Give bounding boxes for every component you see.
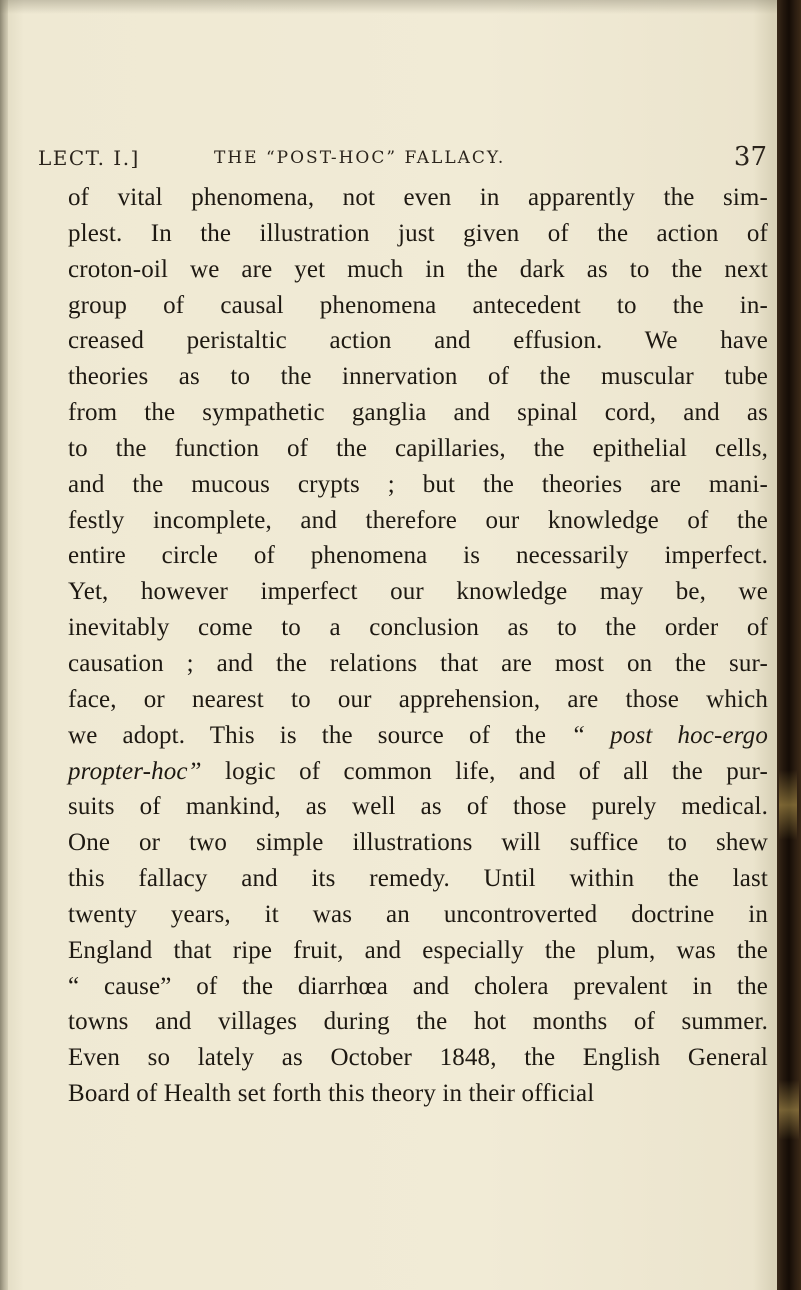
text-line: England that ripe fruit, and especially the plum, was the [68,936,768,964]
text-line: and the mucous crypts ; but the theories are mani- [68,470,768,498]
running-title: THE “POST-HOC” FALLACY. [214,148,506,168]
text-line: festly incomplete, and therefore our knowledge of the [68,506,768,534]
spine-gilt-band [779,1080,799,1140]
text-line: creased peristaltic action and effusion. We have [68,327,768,355]
text-line: Board of Health set forth this theory in their official [68,1080,595,1108]
text-line: plest. In the illustration just given of the action of [68,219,768,247]
text-line [68,754,768,790]
page-left-edge [0,0,8,1290]
text-line: Yet, however imperfect our knowledge may be, we [68,578,768,606]
text-line: inevitably come to a conclusion as to the order of [68,614,768,642]
page-top-shadow [0,0,801,14]
text-line: from the sympathetic ganglia and spinal cord, and as [68,399,768,427]
text-line: to the function of the capillaries, the epithelial cells, [68,434,768,462]
text-line: this fallacy and its remedy. Until within the last [68,865,768,893]
text-fragment: we adopt. This is the source of the [68,721,547,749]
text-line: Even so lately as October 1848, the English General [68,1044,768,1072]
text-line: towns and villages during the hot months of summer. [68,1008,768,1036]
text-line: twenty years, it was an uncontroverted doctrine in [68,900,768,928]
lecture-marker: LECT. I.] [38,146,140,170]
text-line [68,718,768,754]
text-line: One or two simple illustrations will suffice to shew [68,829,768,857]
text-line: face, or nearest to our apprehension, are those which [68,685,768,713]
spine-gilt-band [779,770,797,840]
text-line: entire circle of phenomena is necessarily imperfect. [68,542,768,570]
text-line: croton-oil we are yet much in the dark as to the next [68,255,768,283]
italic-phrase: “ post hoc-ergo [571,721,768,749]
italic-phrase: propter-hoc” [68,757,202,785]
text-line: suits of mankind, as well as of those purely medical. [68,793,768,821]
text-line: causation ; and the relations that are most on the sur- [68,649,768,677]
text-line: theories as to the innervation of the muscular tube [68,363,768,391]
text-line: of vital phenomena, not even in apparently the sim- [68,184,768,211]
text-fragment: logic of common life, and of all the pur- [201,757,768,785]
text-line: group of causal phenomena antecedent to the in- [68,291,768,319]
body-paragraph [68,180,768,1112]
text-line: “ cause” of the diarrhœa and cholera prevalent in the [68,972,768,1000]
running-header [38,142,771,182]
page-number: 37 [733,142,767,172]
